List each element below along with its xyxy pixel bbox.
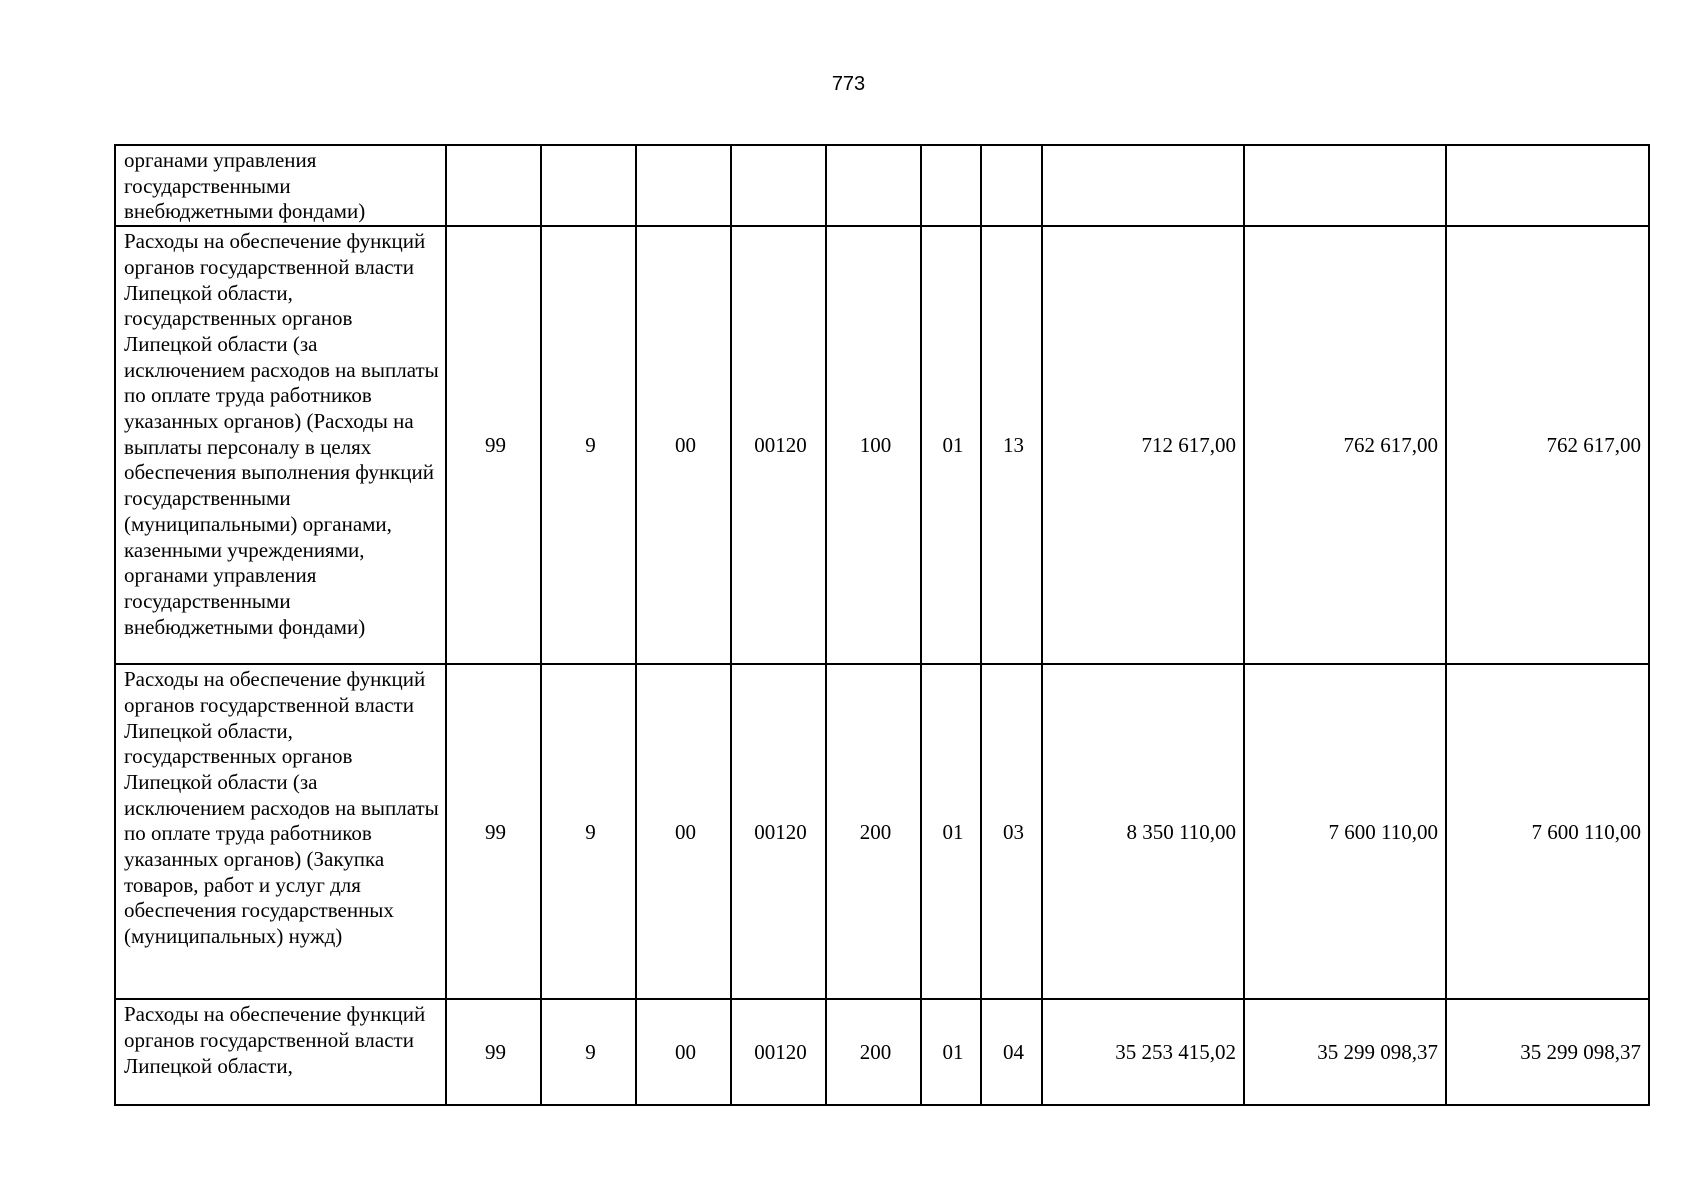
amount-year-2: 7 600 110,00 bbox=[1244, 664, 1446, 999]
expense-type-cell: 100 bbox=[826, 226, 921, 664]
expense-type-cell: 200 bbox=[826, 664, 921, 999]
subsection-cell bbox=[981, 145, 1042, 226]
direction-code-cell: 00120 bbox=[731, 999, 826, 1105]
direction-code-cell bbox=[731, 145, 826, 226]
subsection-cell: 03 bbox=[981, 664, 1042, 999]
subprogram-code-cell: 9 bbox=[541, 999, 636, 1105]
row-description: Расходы на обеспечение функций органов государственной власти Липецкой области, bbox=[115, 999, 446, 1105]
amount-year-3: 762 617,00 bbox=[1446, 226, 1649, 664]
page-number: 773 bbox=[831, 73, 866, 95]
row-description: органами управления государственными внебюджетными фондами) bbox=[115, 145, 446, 226]
table-row bbox=[115, 999, 1649, 1105]
expense-type-cell bbox=[826, 145, 921, 226]
main-activity-code-cell bbox=[636, 145, 731, 226]
table-row bbox=[115, 145, 1649, 226]
main-activity-code-cell: 00 bbox=[636, 999, 731, 1105]
amount-year-3: 35 299 098,37 bbox=[1446, 999, 1649, 1105]
subprogram-code-cell bbox=[541, 145, 636, 226]
program-code-cell: 99 bbox=[446, 664, 541, 999]
subprogram-code-cell: 9 bbox=[541, 226, 636, 664]
amount-year-2: 762 617,00 bbox=[1244, 226, 1446, 664]
amount-year-3 bbox=[1446, 145, 1649, 226]
section-cell: 01 bbox=[921, 226, 981, 664]
program-code-cell: 99 bbox=[446, 226, 541, 664]
direction-code-cell: 00120 bbox=[731, 664, 826, 999]
subsection-cell: 13 bbox=[981, 226, 1042, 664]
amount-year-2: 35 299 098,37 bbox=[1244, 999, 1446, 1105]
row-description: Расходы на обеспечение функций органов государственной власти Липецкой области, государственных органов Липецкой области (за исключением расходов на выплаты по оплате труда работников указанных органов) (Расходы на выплаты персоналу в целях обеспечения выполнения функций государственными (муниципальными) органами, казенными учреждениями, органами управления государственными внебюджетными фондами) bbox=[115, 226, 446, 664]
section-cell: 01 bbox=[921, 664, 981, 999]
budget-table bbox=[114, 144, 1650, 1106]
table-row bbox=[115, 226, 1649, 664]
subprogram-code-cell: 9 bbox=[541, 664, 636, 999]
amount-year-1: 35 253 415,02 bbox=[1042, 999, 1244, 1105]
subsection-cell: 04 bbox=[981, 999, 1042, 1105]
amount-year-1: 8 350 110,00 bbox=[1042, 664, 1244, 999]
section-cell bbox=[921, 145, 981, 226]
direction-code-cell: 00120 bbox=[731, 226, 826, 664]
table-row bbox=[115, 664, 1649, 999]
row-description: Расходы на обеспечение функций органов государственной власти Липецкой области, государственных органов Липецкой области (за исключением расходов на выплаты по оплате труда работников указанных органов) (Закупка товаров, работ и услуг для обеспечения государственных (муниципальных) нужд) bbox=[115, 664, 446, 999]
program-code-cell: 99 bbox=[446, 999, 541, 1105]
expense-type-cell: 200 bbox=[826, 999, 921, 1105]
amount-year-1 bbox=[1042, 145, 1244, 226]
section-cell: 01 bbox=[921, 999, 981, 1105]
amount-year-2 bbox=[1244, 145, 1446, 226]
amount-year-1: 712 617,00 bbox=[1042, 226, 1244, 664]
main-activity-code-cell: 00 bbox=[636, 664, 731, 999]
program-code-cell bbox=[446, 145, 541, 226]
main-activity-code-cell: 00 bbox=[636, 226, 731, 664]
amount-year-3: 7 600 110,00 bbox=[1446, 664, 1649, 999]
